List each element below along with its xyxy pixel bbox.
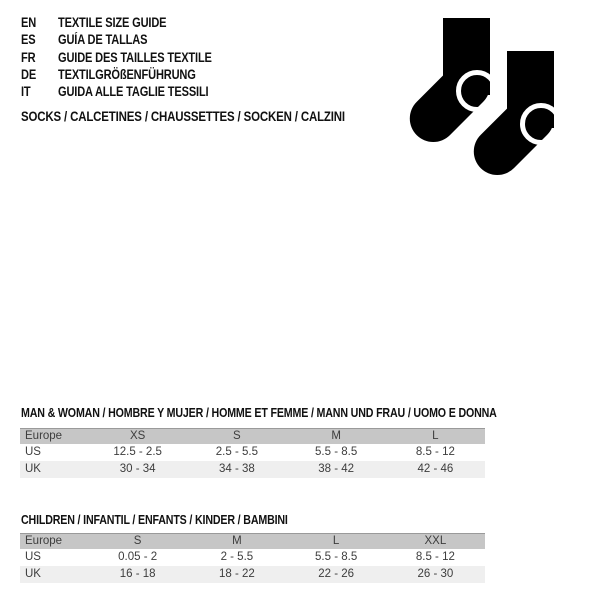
column-header: L [332,535,340,547]
size-cell: 30 - 34 [119,463,156,475]
language-code: EN [21,15,37,30]
size-cell: 12.5 - 2.5 [113,446,162,458]
column-header: XXL [424,535,447,547]
size-cell: 34 - 38 [218,463,255,475]
socks-icon [400,10,570,180]
size-cell: 42 - 46 [417,463,454,475]
table-row-uk [20,566,485,583]
column-header: Europe [25,535,63,547]
size-table-children [20,533,485,583]
column-header: XS [129,430,146,442]
size-table-adult [20,428,485,478]
language-row-fr [21,49,246,66]
language-label: TEXTILGRÖßENFÜHRUNG [58,66,196,82]
language-code: DE [21,66,37,82]
size-cell: 2 - 5.5 [220,551,254,563]
column-header: L [432,430,439,442]
size-cell: 0.05 - 2 [118,551,158,563]
size-cell: 26 - 30 [417,568,454,580]
size-cell: 18 - 22 [218,568,255,580]
table-title-adult: MAN & WOMAN / HOMBRE Y MUJER / HOMME ET FEMME / MANN UND FRAU / UOMO E DONNA [21,405,497,420]
size-cell: 5.5 - 8.5 [315,446,358,458]
size-cell: 5.5 - 8.5 [315,551,358,563]
row-label: UK [25,568,41,580]
table-header-row [20,533,485,549]
language-code: ES [21,32,36,48]
column-header: Europe [25,430,63,442]
table-row-us [20,444,485,461]
language-row-it [21,83,246,100]
size-cell: 2.5 - 5.5 [215,446,258,458]
table-header-row [20,428,485,444]
column-header: S [133,535,142,547]
language-label: GUIDA ALLE TAGLIE TESSILI [58,84,209,100]
row-label: UK [25,463,41,475]
language-list [21,14,246,100]
category-title: SOCKS / CALCETINES / CHAUSSETTES / SOCKEN / CALZINI [21,108,345,124]
table-title-children: CHILDREN / INFANTIL / ENFANTS / KINDER / BAMBINI [21,512,288,527]
row-label: US [25,551,41,563]
language-row-es [21,31,246,48]
column-header: M [232,535,242,547]
size-cell: 22 - 26 [318,568,355,580]
size-cell: 8.5 - 12 [415,446,455,458]
language-label: GUÍA DE TALLAS [58,32,148,48]
language-row-de [21,66,246,83]
language-label: GUIDE DES TAILLES TEXTILE [58,49,212,65]
language-row-en [21,14,246,31]
size-cell: 38 - 42 [318,463,355,475]
table-row-us [20,549,485,566]
language-code: IT [21,84,31,100]
language-label: TEXTILE SIZE GUIDE [58,15,167,30]
size-cell: 8.5 - 12 [415,551,455,563]
table-row-uk [20,461,485,478]
language-code: FR [21,49,36,65]
column-header: S [233,430,241,442]
row-label: US [25,446,41,458]
size-cell: 16 - 18 [119,568,156,580]
column-header: M [331,430,341,442]
